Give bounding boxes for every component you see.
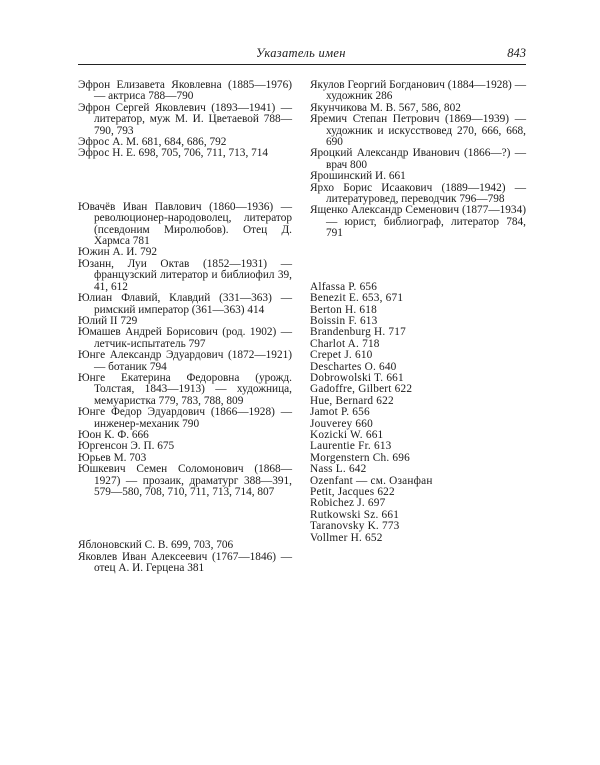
index-entry: Ozenfant — см. Озанфан: [310, 474, 433, 487]
header-rule: [78, 64, 526, 65]
index-entry: Benezit E. 653, 671: [310, 292, 404, 305]
index-entry: Deschartes O. 640: [310, 360, 397, 373]
index-entry: Юнге Екатерина Федоровна (урожд. Толстая, 1843—1913) — художница, мемуаристка 779, 783, 788, 809: [78, 371, 292, 407]
running-header: [78, 44, 526, 64]
group-spacer: [78, 181, 292, 202]
index-entry: Юлиан Флавий, Клавдий (331—363) — римский император (361—363) 414: [78, 292, 292, 316]
index-entry: Brandenburg H. 717: [310, 326, 406, 339]
index-entry: Rutkowski Sz. 661: [310, 508, 400, 521]
index-entry: Юмашев Андрей Борисович (род. 1902) — летчик-испытатель 797: [78, 326, 292, 350]
index-entry: Яроцкий Александр Иванович (1866—?) — врач 800: [310, 147, 526, 171]
index-group-latin: [310, 282, 526, 544]
group-spacer: [310, 261, 526, 282]
page-number: 843: [507, 46, 526, 60]
index-entry: Robichez J. 697: [310, 497, 386, 510]
index-entry: Эфрон Елизавета Яковлевна (1885—1976) — актриса 788—790: [78, 79, 292, 103]
index-group-ya: [78, 540, 292, 574]
index-entry: Эфрос А. М. 681, 684, 686, 792: [78, 136, 227, 149]
index-entry: Jamot P. 656: [310, 406, 370, 419]
section-title: Указатель имен: [256, 46, 346, 60]
index-entry: Charlot A. 718: [310, 337, 380, 350]
index-entry: Яремич Степан Петрович (1869—1939) — художник и искусствовед 270, 666, 668, 690: [310, 113, 526, 149]
group-spacer: [310, 240, 526, 261]
index-entry: Юнге Александр Эдуардович (1872—1921) — ботаник 794: [78, 349, 292, 373]
index-entry: Laurentie Fr. 613: [310, 440, 392, 453]
index-entry: Якулов Георгий Богданович (1884—1928) — художник 286: [310, 79, 526, 103]
index-group-ya-continued: [310, 80, 526, 240]
index-entry: Юзанн, Луи Октав (1852—1931) — французский литератор и библиофил 39, 41, 612: [78, 257, 292, 293]
index-entry: Юшкевич Семен Соломонович (1868—1927) — прозаик, драматург 388—391, 579—580, 708, 710, 711, 713, 714, 807: [78, 463, 292, 498]
index-entry: Berton H. 618: [310, 303, 377, 316]
index-entry: Яблоновский С. В. 699, 703, 706: [78, 539, 234, 552]
index-group-e: [78, 80, 292, 160]
right-column: [310, 80, 526, 544]
index-entry: Kozicki W. 661: [310, 428, 384, 441]
index-entry: Юрьев М. 703: [78, 451, 147, 464]
index-group-yu: [78, 202, 292, 499]
left-column: [78, 80, 292, 575]
index-entry: Gadoffre, Gilbert 622: [310, 383, 413, 396]
index-entry: Яковлев Иван Алексеевич (1767—1846) — отец А. И. Герцена 381: [78, 550, 292, 575]
index-entry: Taranovsky K. 773: [310, 520, 400, 533]
index-entry: Эфрос Н. Е. 698, 705, 706, 711, 713, 714: [78, 147, 269, 160]
index-entry: Эфрон Сергей Яковлевич (1893—1941) — литератор, муж М. И. Цветаевой 788—790, 793: [78, 101, 292, 137]
index-entry: Jouverey 660: [310, 417, 373, 430]
group-spacer: [78, 498, 292, 519]
index-entry: Petit, Jacques 622: [310, 486, 395, 498]
index-entry: Hue, Bernard 622: [310, 394, 394, 407]
index-entry: Nass L. 642: [310, 463, 367, 476]
index-entry: Crepet J. 610: [310, 349, 373, 362]
group-spacer: [78, 519, 292, 540]
index-entry: Якунчикова М. В. 567, 586, 802: [310, 101, 461, 114]
index-entry: Boissin F. 613: [310, 314, 378, 327]
index-entry: Ювачёв Иван Павлович (1860—1936) — революционер-народоволец, литератор (псевдоним Миролюбов). Отец Д. Хармса 781: [78, 200, 292, 248]
group-spacer: [78, 160, 292, 181]
index-entry: Юлий II 729: [78, 314, 138, 327]
index-entry: Vollmer H. 652: [310, 531, 383, 544]
index-entry: Южин А. И. 792: [78, 246, 158, 259]
index-entry: Юргенсон Э. П. 675: [78, 440, 175, 453]
index-entry: Ярошинский И. 661: [310, 170, 406, 183]
index-entry: Morgenstern Ch. 696: [310, 451, 410, 464]
index-entry: Ярхо Борис Исаакович (1889—1942) — литературовед, переводчик 796—798: [310, 181, 526, 206]
index-entry: Ященко Александр Семенович (1877—1934) — юрист, библиограф, литератор 784, 791: [310, 204, 526, 240]
index-entry: Юнге Федор Эдуардович (1866—1928) — инженер-механик 790: [78, 406, 292, 430]
index-entry: Dobrowolski T. 661: [310, 371, 404, 384]
index-entry: Юон К. Ф. 666: [78, 428, 149, 441]
index-entry: Alfassa P. 656: [310, 280, 378, 293]
